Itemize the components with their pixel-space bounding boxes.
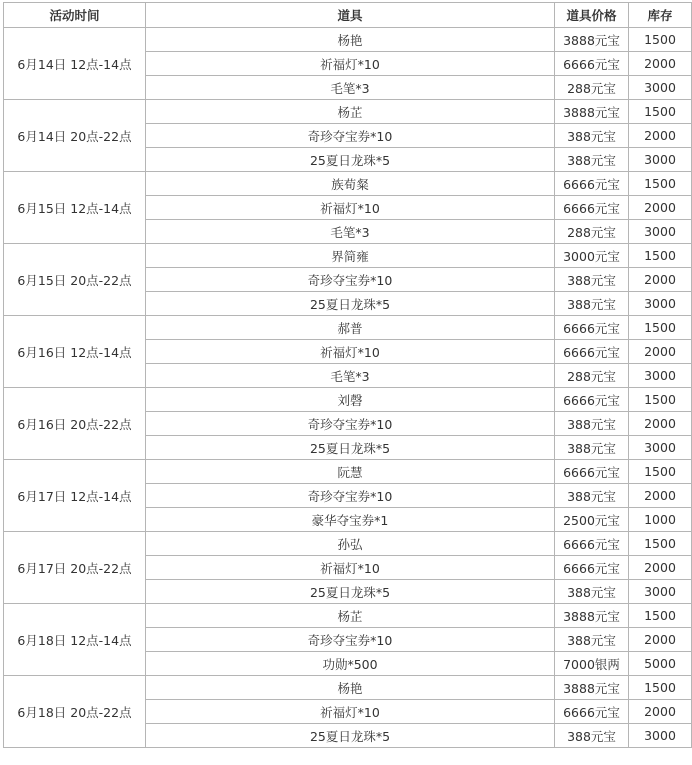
item-cell: 阮慧 xyxy=(146,460,555,484)
price-cell: 6666元宝 xyxy=(555,460,629,484)
stock-cell: 3000 xyxy=(629,220,692,244)
item-cell: 杨艳 xyxy=(146,28,555,52)
session-time-cell: 6月15日 20点-22点 xyxy=(4,244,146,316)
price-cell: 2500元宝 xyxy=(555,508,629,532)
stock-cell: 1500 xyxy=(629,676,692,700)
item-cell: 25夏日龙珠*5 xyxy=(146,580,555,604)
price-cell: 388元宝 xyxy=(555,268,629,292)
stock-cell: 3000 xyxy=(629,292,692,316)
event-schedule-table xyxy=(3,2,692,748)
price-cell: 3888元宝 xyxy=(555,28,629,52)
session-time-cell: 6月18日 12点-14点 xyxy=(4,604,146,676)
stock-cell: 2000 xyxy=(629,412,692,436)
item-cell: 奇珍夺宝券*10 xyxy=(146,268,555,292)
stock-cell: 5000 xyxy=(629,652,692,676)
item-cell: 毛笔*3 xyxy=(146,220,555,244)
stock-cell: 1500 xyxy=(629,604,692,628)
stock-cell: 1000 xyxy=(629,508,692,532)
price-cell: 6666元宝 xyxy=(555,556,629,580)
session-time-cell: 6月16日 12点-14点 xyxy=(4,316,146,388)
item-cell: 祈福灯*10 xyxy=(146,340,555,364)
item-cell: 功勋*500 xyxy=(146,652,555,676)
table-row xyxy=(4,244,692,268)
price-cell: 3888元宝 xyxy=(555,604,629,628)
table-row xyxy=(4,604,692,628)
item-cell: 毛笔*3 xyxy=(146,364,555,388)
table-row xyxy=(4,100,692,124)
session-time-cell: 6月17日 12点-14点 xyxy=(4,460,146,532)
price-cell: 388元宝 xyxy=(555,148,629,172)
stock-cell: 1500 xyxy=(629,244,692,268)
table-row xyxy=(4,532,692,556)
stock-cell: 2000 xyxy=(629,340,692,364)
table-row xyxy=(4,676,692,700)
item-cell: 奇珍夺宝券*10 xyxy=(146,412,555,436)
stock-cell: 1500 xyxy=(629,532,692,556)
session-time-cell: 6月14日 12点-14点 xyxy=(4,28,146,100)
stock-cell: 2000 xyxy=(629,484,692,508)
stock-cell: 1500 xyxy=(629,100,692,124)
item-cell: 25夏日龙珠*5 xyxy=(146,148,555,172)
price-cell: 388元宝 xyxy=(555,412,629,436)
item-cell: 豪华夺宝券*1 xyxy=(146,508,555,532)
price-cell: 388元宝 xyxy=(555,124,629,148)
header-item: 道具 xyxy=(146,3,555,28)
stock-cell: 2000 xyxy=(629,196,692,220)
stock-cell: 2000 xyxy=(629,556,692,580)
stock-cell: 3000 xyxy=(629,436,692,460)
table-row xyxy=(4,316,692,340)
stock-cell: 2000 xyxy=(629,52,692,76)
item-cell: 25夏日龙珠*5 xyxy=(146,436,555,460)
session-time-cell: 6月18日 20点-22点 xyxy=(4,676,146,748)
item-cell: 族荀粲 xyxy=(146,172,555,196)
price-cell: 388元宝 xyxy=(555,724,629,748)
price-cell: 388元宝 xyxy=(555,580,629,604)
header-time: 活动时间 xyxy=(4,3,146,28)
stock-cell: 2000 xyxy=(629,124,692,148)
stock-cell: 3000 xyxy=(629,76,692,100)
stock-cell: 3000 xyxy=(629,724,692,748)
item-cell: 奇珍夺宝券*10 xyxy=(146,628,555,652)
header-row xyxy=(4,3,692,28)
price-cell: 388元宝 xyxy=(555,628,629,652)
item-cell: 杨芷 xyxy=(146,604,555,628)
price-cell: 6666元宝 xyxy=(555,388,629,412)
session-time-cell: 6月16日 20点-22点 xyxy=(4,388,146,460)
header-stock: 库存 xyxy=(629,3,692,28)
item-cell: 杨艳 xyxy=(146,676,555,700)
price-cell: 388元宝 xyxy=(555,484,629,508)
price-cell: 3000元宝 xyxy=(555,244,629,268)
table-row xyxy=(4,388,692,412)
stock-cell: 1500 xyxy=(629,460,692,484)
price-cell: 288元宝 xyxy=(555,364,629,388)
stock-cell: 1500 xyxy=(629,316,692,340)
stock-cell: 2000 xyxy=(629,700,692,724)
item-cell: 奇珍夺宝券*10 xyxy=(146,484,555,508)
item-cell: 祈福灯*10 xyxy=(146,700,555,724)
header-price: 道具价格 xyxy=(555,3,629,28)
session-time-cell: 6月15日 12点-14点 xyxy=(4,172,146,244)
price-cell: 6666元宝 xyxy=(555,52,629,76)
price-cell: 3888元宝 xyxy=(555,676,629,700)
price-cell: 288元宝 xyxy=(555,220,629,244)
price-cell: 388元宝 xyxy=(555,436,629,460)
item-cell: 祈福灯*10 xyxy=(146,556,555,580)
item-cell: 界简雍 xyxy=(146,244,555,268)
price-cell: 3888元宝 xyxy=(555,100,629,124)
item-cell: 郝普 xyxy=(146,316,555,340)
price-cell: 6666元宝 xyxy=(555,340,629,364)
table-row xyxy=(4,28,692,52)
price-cell: 6666元宝 xyxy=(555,172,629,196)
stock-cell: 3000 xyxy=(629,364,692,388)
stock-cell: 3000 xyxy=(629,580,692,604)
item-cell: 刘磬 xyxy=(146,388,555,412)
stock-cell: 2000 xyxy=(629,268,692,292)
item-cell: 奇珍夺宝券*10 xyxy=(146,124,555,148)
item-cell: 祈福灯*10 xyxy=(146,52,555,76)
price-cell: 6666元宝 xyxy=(555,700,629,724)
stock-cell: 1500 xyxy=(629,388,692,412)
table-row xyxy=(4,460,692,484)
session-time-cell: 6月17日 20点-22点 xyxy=(4,532,146,604)
stock-cell: 1500 xyxy=(629,172,692,196)
price-cell: 6666元宝 xyxy=(555,316,629,340)
session-time-cell: 6月14日 20点-22点 xyxy=(4,100,146,172)
table-body xyxy=(4,28,692,748)
item-cell: 孙弘 xyxy=(146,532,555,556)
price-cell: 6666元宝 xyxy=(555,532,629,556)
table-row xyxy=(4,172,692,196)
price-cell: 288元宝 xyxy=(555,76,629,100)
item-cell: 杨芷 xyxy=(146,100,555,124)
item-cell: 25夏日龙珠*5 xyxy=(146,292,555,316)
item-cell: 25夏日龙珠*5 xyxy=(146,724,555,748)
stock-cell: 1500 xyxy=(629,28,692,52)
price-cell: 7000银两 xyxy=(555,652,629,676)
price-cell: 388元宝 xyxy=(555,292,629,316)
price-cell: 6666元宝 xyxy=(555,196,629,220)
item-cell: 毛笔*3 xyxy=(146,76,555,100)
item-cell: 祈福灯*10 xyxy=(146,196,555,220)
stock-cell: 3000 xyxy=(629,148,692,172)
stock-cell: 2000 xyxy=(629,628,692,652)
